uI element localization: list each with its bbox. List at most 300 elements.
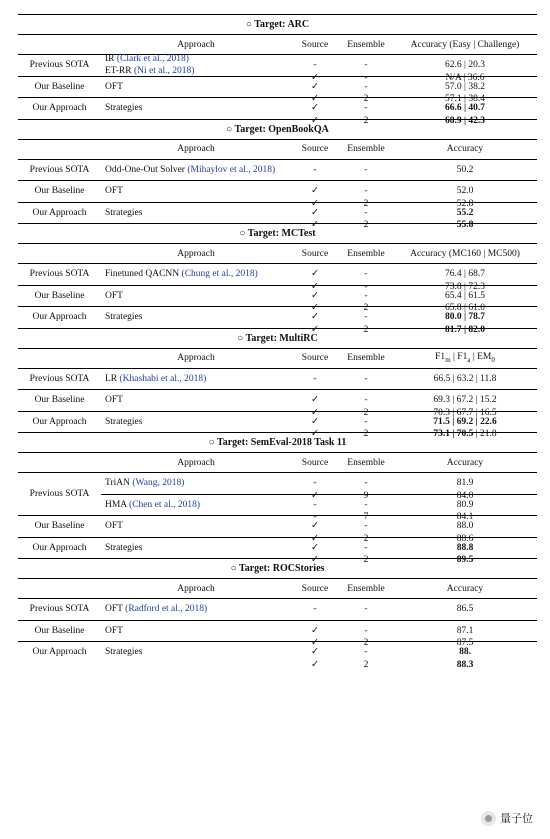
group-body xyxy=(101,599,537,620)
f1m-label: F1 xyxy=(435,352,446,363)
checkmark-icon: ✓ xyxy=(311,521,319,531)
ensemble-value: - xyxy=(364,542,368,553)
accuracy-value: 88.0 xyxy=(456,521,474,531)
checkmark-icon: ✓ xyxy=(311,207,319,218)
watermark xyxy=(478,809,536,827)
group-label: Our Baseline xyxy=(34,186,85,197)
group-label: Our Baseline xyxy=(34,521,85,532)
accuracy-value: 87.1 xyxy=(456,625,474,636)
group-label: Our Approach xyxy=(32,103,87,114)
group-body xyxy=(101,98,537,126)
accuracy-column xyxy=(393,394,537,418)
approach-header: Approach xyxy=(177,144,215,154)
accuracy-value: 73.8 | 72.3 xyxy=(445,281,485,292)
accuracy-column xyxy=(393,499,537,522)
accuracy-value: 81.9 xyxy=(456,478,474,488)
approach-cell xyxy=(101,477,291,490)
ensemble-value: 2 xyxy=(363,303,369,313)
ensemble-value: 2 xyxy=(363,555,369,565)
approach-text: OFT xyxy=(105,290,123,301)
group-body xyxy=(101,369,537,390)
ensemble-value: 2 xyxy=(363,429,369,439)
accuracy-value: 84.0 xyxy=(456,490,474,501)
ensemble-value: - xyxy=(364,373,368,384)
citation-link: (Mihaylov et al., 2018) xyxy=(187,164,276,175)
ensemble-value: - xyxy=(364,647,368,657)
ensemble-value: - xyxy=(364,269,368,279)
subgroup xyxy=(101,494,537,522)
citation-link: (Clark et al., 2018) xyxy=(116,53,189,64)
subgroup xyxy=(101,369,537,390)
accuracy-value: 55.2 xyxy=(456,207,474,218)
accuracy-column xyxy=(393,81,537,104)
approach-header: Approach xyxy=(177,583,215,594)
citation-link: (Chen et al., 2018) xyxy=(129,499,200,510)
checkmark-icon: ✓ xyxy=(311,290,319,301)
group-body xyxy=(101,538,537,565)
group-body xyxy=(101,473,537,522)
table-group xyxy=(18,53,537,83)
checkmark-icon: ✓ xyxy=(311,416,319,427)
ensemble-value: 2 xyxy=(363,115,369,126)
subgroup xyxy=(101,160,537,181)
approach-cell xyxy=(101,102,291,115)
table-group xyxy=(18,538,537,565)
approach-cell xyxy=(101,290,291,303)
ensemble-header: Ensemble xyxy=(347,353,385,363)
group-label: Our Baseline xyxy=(34,290,85,301)
checkmark-icon: ✓ xyxy=(311,533,319,544)
accuracy-value: 69.3 | 67.2 | 15.2 xyxy=(433,395,497,405)
source-column xyxy=(291,311,339,335)
approach-name xyxy=(105,311,291,324)
column-header-row xyxy=(18,453,537,473)
accuracy-value: 84.1 xyxy=(456,512,474,522)
source-value: - xyxy=(313,512,317,522)
accuracy-column xyxy=(393,311,537,335)
source-header: Source xyxy=(301,353,329,363)
checkmark-icon: ✓ xyxy=(311,638,319,648)
group-body xyxy=(101,160,537,181)
citation-link: (Khashabi et al., 2018) xyxy=(119,373,207,384)
approach-name xyxy=(105,646,291,659)
accuracy-value: 55.8 xyxy=(456,220,474,230)
accuracy-header: Accuracy xyxy=(446,144,484,154)
ensemble-value: - xyxy=(364,72,368,83)
citation-link: (Radford et al., 2018) xyxy=(125,604,208,614)
table-group xyxy=(18,412,537,439)
column-header-row xyxy=(18,349,537,369)
checkmark-icon: ✓ xyxy=(311,324,319,335)
accuracy-column xyxy=(393,268,537,292)
ensemble-column xyxy=(339,499,393,522)
checkmark-icon: ✓ xyxy=(311,490,319,501)
accuracy-value: 76.4 | 68.7 xyxy=(445,269,485,279)
approach-cell xyxy=(101,394,291,407)
checkmark-icon: ✓ xyxy=(311,186,319,196)
accuracy-column xyxy=(393,646,537,670)
subgroup xyxy=(101,412,537,439)
accuracy-value: 65.4 | 61.5 xyxy=(445,290,485,301)
source-column xyxy=(291,646,339,670)
table-group xyxy=(18,181,537,209)
approach-name xyxy=(105,53,291,66)
table-group xyxy=(18,264,537,292)
ensemble-value: - xyxy=(364,207,368,218)
accuracy-column xyxy=(393,290,537,313)
f1a-subscript: a xyxy=(467,355,471,364)
group-body xyxy=(101,390,537,418)
group-label: Previous SOTA xyxy=(29,164,90,175)
ensemble-column xyxy=(339,311,393,335)
ensemble-column xyxy=(339,520,393,544)
ensemble-column xyxy=(339,542,393,565)
watermark-text: 量子位 xyxy=(500,812,533,825)
ensemble-value: - xyxy=(364,416,368,427)
accuracy-header: Accuracy (Easy | Challenge) xyxy=(410,39,520,50)
accuracy-value: 86.5 xyxy=(456,604,474,614)
approach-name xyxy=(105,268,291,281)
approach-name xyxy=(105,520,291,533)
ensemble-value: - xyxy=(364,625,368,636)
source-column xyxy=(291,625,339,648)
subgroup xyxy=(101,390,537,418)
subgroup xyxy=(101,53,537,83)
em-subscript: 0 xyxy=(491,355,495,364)
accuracy-value: 62.6 | 20.3 xyxy=(445,60,485,70)
table-group xyxy=(18,98,537,126)
accuracy-column xyxy=(393,416,537,439)
checkmark-icon: ✓ xyxy=(311,72,319,83)
ensemble-value: - xyxy=(364,499,368,510)
accuracy-bold-part: 73.1 | 70.5 xyxy=(433,429,474,439)
accuracy-value: 66.6 | 40.7 xyxy=(444,103,486,113)
section-title: ○ Target: MultiRC xyxy=(18,328,537,349)
source-header: Source xyxy=(301,39,329,50)
approach-name xyxy=(105,207,291,220)
table-group xyxy=(18,77,537,104)
checkmark-icon: ✓ xyxy=(311,198,319,209)
source-value: - xyxy=(313,478,317,488)
ensemble-value: 2 xyxy=(363,198,369,209)
section-title: ○ Target: ARC xyxy=(18,14,537,35)
accuracy-value: 88. xyxy=(459,647,471,657)
approach-name xyxy=(105,542,291,555)
approach-name xyxy=(105,102,291,115)
group-label: Previous SOTA xyxy=(29,489,90,499)
approach-name xyxy=(105,290,291,303)
citation-link: (Ni et al., 2018) xyxy=(133,66,195,77)
approach-text: ET-RR xyxy=(105,66,132,77)
table-group xyxy=(18,516,537,544)
approach-cell xyxy=(101,311,291,324)
subgroup xyxy=(101,642,537,670)
ensemble-column xyxy=(339,646,393,670)
accuracy-value: 87.5 xyxy=(456,638,474,648)
approach-text: OFT xyxy=(105,81,123,92)
subgroup xyxy=(101,286,537,313)
table-group xyxy=(18,621,537,648)
approach-cell xyxy=(101,542,291,555)
accuracy-value: 88.8 xyxy=(456,542,474,553)
approach-text: IR xyxy=(105,53,115,64)
group-label: Previous SOTA xyxy=(29,604,90,615)
column-header-row xyxy=(18,140,537,160)
accuracy-value: 66.5 | 63.2 | 11.8 xyxy=(433,373,497,384)
approach-name xyxy=(105,416,291,429)
accuracy-value: 57.0 | 38.2 xyxy=(445,81,485,92)
approach-header: Approach xyxy=(177,39,215,50)
ensemble-header: Ensemble xyxy=(347,144,385,154)
accuracy-value: 52.0 xyxy=(456,186,474,196)
group-body xyxy=(101,77,537,104)
approach-cell xyxy=(101,373,291,386)
approach-name xyxy=(105,81,291,94)
ensemble-header: Ensemble xyxy=(347,583,385,594)
ensemble-value: - xyxy=(364,60,368,70)
table-group xyxy=(18,599,537,621)
accuracy-value: 70.3 | 67.7 | 16.5 xyxy=(433,407,497,418)
source-column xyxy=(291,185,339,209)
approach-name xyxy=(105,477,291,490)
accuracy-header xyxy=(393,352,537,364)
approach-text: OFT xyxy=(105,604,123,614)
approach-text: OFT xyxy=(105,395,123,405)
subgroup xyxy=(101,516,537,544)
approach-cell xyxy=(101,416,291,429)
subgroup xyxy=(101,203,537,230)
approach-cell xyxy=(101,164,291,177)
source-header: Source xyxy=(301,144,329,154)
accuracy-column xyxy=(393,164,537,177)
ensemble-value: - xyxy=(364,521,368,531)
ensemble-value: - xyxy=(364,103,368,113)
citation-link: (Chung et al., 2018) xyxy=(181,269,258,279)
group-label: Our Approach xyxy=(32,647,87,658)
f1a-label: | F1 xyxy=(450,352,468,363)
wechat-logo-icon xyxy=(481,811,496,826)
checkmark-icon: ✓ xyxy=(311,555,319,565)
checkmark-icon: ✓ xyxy=(311,103,319,113)
group-label: Previous SOTA xyxy=(29,60,90,71)
ensemble-column xyxy=(339,207,393,230)
approach-text: OFT xyxy=(105,186,123,196)
source-column xyxy=(291,603,339,616)
section-title: ○ Target: ROCStories xyxy=(18,558,537,579)
group-body xyxy=(101,53,537,83)
accuracy-column xyxy=(393,102,537,126)
accuracy-column xyxy=(393,477,537,501)
ensemble-column xyxy=(339,394,393,418)
checkmark-icon: ✓ xyxy=(311,395,319,405)
column-header-row xyxy=(18,244,537,264)
section-title: ○ Target: OpenBookQA xyxy=(18,119,537,140)
approach-name xyxy=(105,185,291,198)
approach-cell xyxy=(101,207,291,220)
source-value: - xyxy=(313,60,317,70)
ensemble-value: - xyxy=(364,604,368,614)
source-header: Source xyxy=(301,248,329,259)
approach-text: Strategies xyxy=(105,647,143,657)
group-label: Previous SOTA xyxy=(29,269,90,280)
approach-text: LR xyxy=(105,373,118,384)
group-label: Our Baseline xyxy=(34,395,85,406)
ensemble-header: Ensemble xyxy=(347,248,385,259)
approach-cell xyxy=(101,520,291,533)
checkmark-icon: ✓ xyxy=(311,269,319,279)
subgroup xyxy=(101,307,537,335)
subgroup xyxy=(101,181,537,209)
accuracy-column xyxy=(393,207,537,230)
approach-cell xyxy=(101,603,291,616)
accuracy-value: 89.5 xyxy=(456,555,474,565)
section-title: ○ Target: MCTest xyxy=(18,223,537,244)
approach-text: Finetuned QACNN xyxy=(105,269,180,279)
accuracy-plain-part: | 21.8 xyxy=(473,429,497,439)
approach-text: OFT xyxy=(105,521,123,531)
results-table xyxy=(18,14,537,670)
accuracy-value: 88.6 xyxy=(456,533,474,544)
ensemble-value: - xyxy=(364,290,368,301)
section-title: ○ Target: SemEval-2018 Task 11 xyxy=(18,432,537,453)
ensemble-column xyxy=(339,185,393,209)
ensemble-column xyxy=(339,164,393,177)
accuracy-value: 71.5 | 69.2 | 22.6 xyxy=(433,416,497,427)
f1m-subscript: m xyxy=(445,355,451,364)
approach-name xyxy=(105,373,291,386)
group-body xyxy=(101,307,537,335)
ensemble-column xyxy=(339,59,393,83)
group-label: Our Approach xyxy=(32,542,87,553)
citation-link: (Wang, 2018) xyxy=(132,478,185,488)
checkmark-icon: ✓ xyxy=(311,281,319,292)
checkmark-icon: ✓ xyxy=(311,303,319,313)
approach-text: HMA xyxy=(105,499,127,510)
checkmark-icon: ✓ xyxy=(311,115,319,126)
subgroup xyxy=(101,77,537,104)
table-group xyxy=(18,369,537,391)
approach-text: Strategies xyxy=(105,416,143,427)
checkmark-icon: ✓ xyxy=(311,659,319,670)
approach-name xyxy=(105,625,291,638)
table-group xyxy=(18,203,537,230)
approach-text: TriAN xyxy=(105,478,130,488)
accuracy-value: 68.9 | 42.3 xyxy=(444,115,486,126)
source-column xyxy=(291,207,339,230)
ensemble-column xyxy=(339,373,393,386)
ensemble-value: 2 xyxy=(363,324,369,335)
group-label: Previous SOTA xyxy=(29,373,90,384)
approach-name xyxy=(105,499,291,512)
accuracy-value: 88.3 xyxy=(456,659,474,670)
table-group xyxy=(18,473,537,522)
ensemble-value: - xyxy=(364,478,368,488)
ensemble-value: 2 xyxy=(363,533,369,544)
group-body xyxy=(101,516,537,544)
accuracy-header: Accuracy xyxy=(446,583,484,594)
source-value: - xyxy=(313,604,317,614)
approach-text: OFT xyxy=(105,625,123,636)
accuracy-value xyxy=(393,428,537,441)
subgroup xyxy=(101,599,537,620)
accuracy-value: 80.9 xyxy=(456,499,474,510)
approach-header: Approach xyxy=(177,248,215,259)
source-column xyxy=(291,477,339,501)
table-group xyxy=(18,286,537,313)
ensemble-column xyxy=(339,416,393,439)
group-label: Our Approach xyxy=(32,312,87,323)
ensemble-value: 2 xyxy=(363,407,369,418)
approach-cell xyxy=(101,646,291,659)
approach-text: Strategies xyxy=(105,542,143,553)
ensemble-column xyxy=(339,268,393,292)
ensemble-header: Ensemble xyxy=(347,457,385,468)
em-label: | EM xyxy=(470,352,492,363)
group-body xyxy=(101,181,537,209)
accuracy-value: 81.7 | 82.0 xyxy=(444,324,486,335)
accuracy-column xyxy=(393,603,537,616)
checkmark-icon: ✓ xyxy=(311,220,319,230)
checkmark-icon: ✓ xyxy=(311,542,319,553)
checkmark-icon: ✓ xyxy=(311,647,319,657)
approach-text: Strategies xyxy=(105,103,143,113)
subgroup xyxy=(101,473,537,501)
accuracy-value: 57.1 | 38.4 xyxy=(445,94,485,104)
ensemble-column xyxy=(339,625,393,648)
ensemble-column xyxy=(339,102,393,126)
approach-cell xyxy=(101,499,291,512)
accuracy-column xyxy=(393,185,537,209)
ensemble-column xyxy=(339,81,393,104)
ensemble-value: - xyxy=(364,395,368,405)
source-column xyxy=(291,164,339,177)
ensemble-column xyxy=(339,603,393,616)
source-column xyxy=(291,268,339,292)
source-header: Source xyxy=(301,457,329,468)
checkmark-icon: ✓ xyxy=(311,625,319,636)
table-group xyxy=(18,642,537,670)
group-body xyxy=(101,286,537,313)
source-column xyxy=(291,542,339,565)
approach-cell xyxy=(101,81,291,94)
ensemble-value: - xyxy=(364,186,368,196)
accuracy-value: N/A | 36.6 xyxy=(445,72,485,83)
ensemble-value: 7 xyxy=(363,512,369,522)
ensemble-value: 2 xyxy=(363,94,369,104)
subgroup xyxy=(101,621,537,648)
approach-cell xyxy=(101,185,291,198)
approach-cell xyxy=(101,268,291,281)
subgroup xyxy=(101,98,537,126)
checkmark-icon: ✓ xyxy=(311,94,319,104)
approach-text: Odd-One-Out Solver xyxy=(105,164,185,175)
accuracy-value: 65.8 | 61.0 xyxy=(445,303,485,313)
approach-text: Strategies xyxy=(105,312,143,322)
group-label: Our Baseline xyxy=(34,81,85,92)
source-value: - xyxy=(313,499,317,510)
ensemble-value: - xyxy=(364,81,368,92)
ensemble-value: - xyxy=(364,281,368,292)
subgroup xyxy=(101,538,537,565)
group-body xyxy=(101,642,537,670)
checkmark-icon: ✓ xyxy=(311,429,319,439)
approach-text: Strategies xyxy=(105,207,143,218)
accuracy-column xyxy=(393,625,537,648)
group-label: Our Approach xyxy=(32,207,87,218)
table-group xyxy=(18,390,537,418)
group-body xyxy=(101,264,537,292)
subgroup xyxy=(101,264,537,292)
